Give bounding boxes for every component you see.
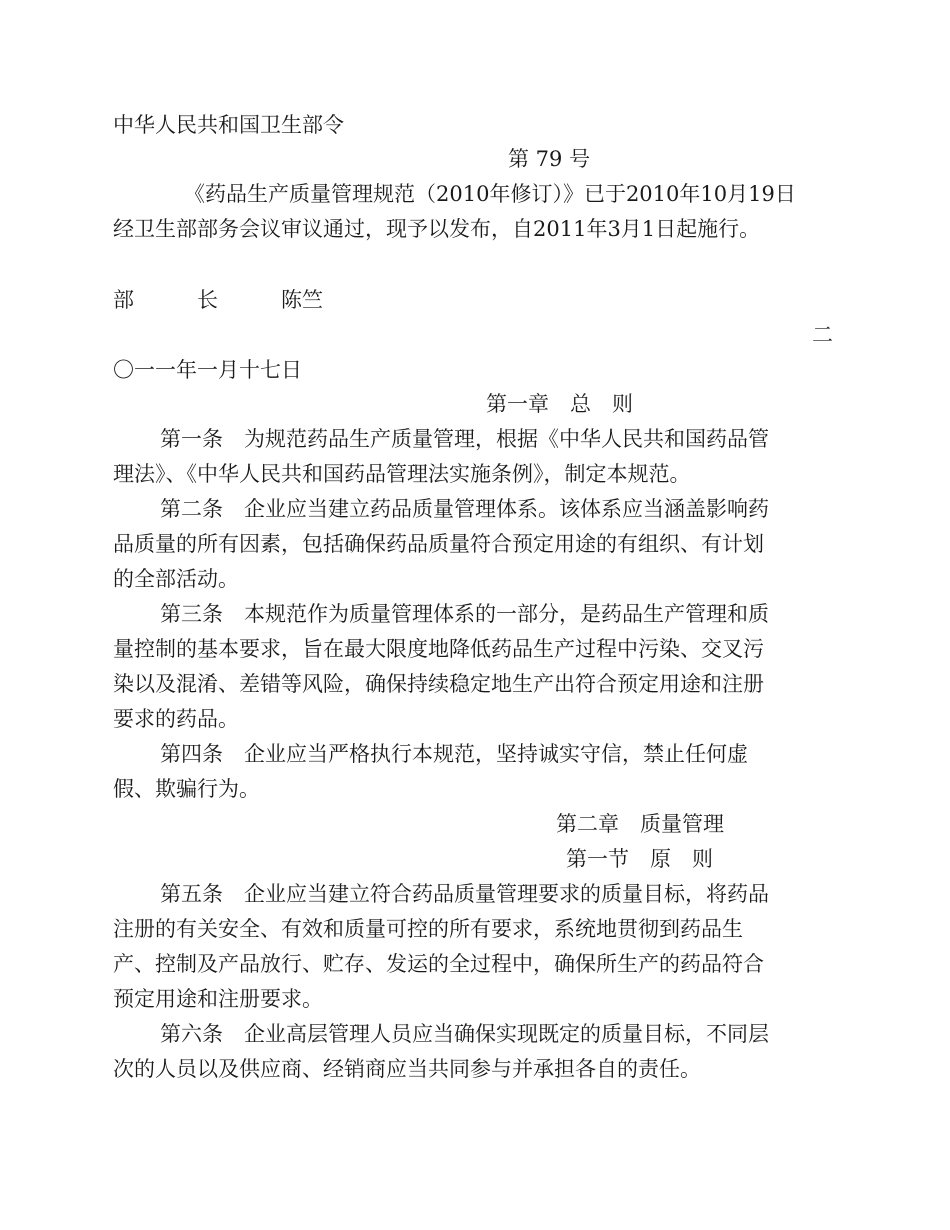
signer-name: 陈竺 bbox=[281, 288, 323, 312]
article-1-text: 为规范药品生产质量管理，根据《中华人民共和国药品管 bbox=[244, 427, 769, 451]
article-6-line-2: 次的人员以及供应商、经销商应当共同参与并承担各自的责任。 bbox=[113, 1057, 701, 1081]
chapter-2-prefix: 第二章 bbox=[556, 812, 619, 836]
article-5-line-1 bbox=[160, 880, 769, 908]
article-3-line-1 bbox=[160, 600, 769, 628]
decree-number: 第 79 号 bbox=[508, 147, 591, 171]
article-4-text: 企业应当严格执行本规范，坚持诚实守信，禁止任何虚 bbox=[244, 742, 748, 766]
article-5-text: 企业应当建立符合药品质量管理要求的质量目标，将药品 bbox=[244, 882, 769, 906]
article-2-line-2: 品质量的所有因素，包括确保药品质量符合预定用途的有组织、有计划 bbox=[113, 532, 764, 556]
article-6-line-1 bbox=[160, 1020, 769, 1048]
article-5-line-2: 注册的有关安全、有效和质量可控的所有要求，系统地贯彻到药品生 bbox=[113, 917, 743, 941]
chapter-1-word-2: 则 bbox=[612, 392, 633, 416]
article-2-text: 企业应当建立药品质量管理体系。该体系应当涵盖影响药 bbox=[244, 497, 769, 521]
article-1-line-2: 理法》、《中华人民共和国药品管理法实施条例》，制定本规范。 bbox=[113, 462, 691, 486]
article-2-label: 第二条 bbox=[160, 497, 223, 521]
date-part-2: 〇一一年一月十七日 bbox=[113, 358, 302, 382]
article-1-line-1 bbox=[160, 425, 769, 453]
article-5-label: 第五条 bbox=[160, 882, 223, 906]
decree-title: 中华人民共和国卫生部令 bbox=[113, 113, 344, 137]
section-1-prefix: 第一节 bbox=[566, 847, 629, 871]
chapter-1-word-1: 总 bbox=[570, 392, 591, 416]
article-3-line-3: 染以及混淆、差错等风险，确保持续稳定地生产出符合预定用途和注册 bbox=[113, 672, 764, 696]
article-1-label: 第一条 bbox=[160, 427, 223, 451]
article-2-line-3: 的全部活动。 bbox=[113, 567, 239, 591]
signer-role-part2: 长 bbox=[197, 288, 218, 312]
signer-role-part1: 部 bbox=[113, 288, 134, 312]
article-6-text: 企业高层管理人员应当确保实现既定的质量目标，不同层 bbox=[244, 1022, 769, 1046]
article-4-line-2: 假、欺骗行为。 bbox=[113, 777, 260, 801]
announcement-line-1: 《药品生产质量管理规范（2010年修订）》已于2010年10月19日 bbox=[184, 182, 796, 206]
section-1-word-2: 则 bbox=[692, 847, 713, 871]
article-6-label: 第六条 bbox=[160, 1022, 223, 1046]
chapter-2-heading bbox=[556, 810, 724, 838]
section-1-heading bbox=[566, 845, 713, 873]
chapter-1-prefix: 第一章 bbox=[486, 392, 549, 416]
article-4-label: 第四条 bbox=[160, 742, 223, 766]
chapter-1-heading bbox=[486, 390, 633, 418]
article-5-line-4: 预定用途和注册要求。 bbox=[113, 987, 323, 1011]
announcement-line-2: 经卫生部部务会议审议通过，现予以发布，自2011年3月1日起施行。 bbox=[113, 217, 761, 241]
article-2-line-1 bbox=[160, 495, 769, 523]
signer-line bbox=[113, 286, 323, 314]
article-3-line-4: 要求的药品。 bbox=[113, 707, 239, 731]
article-4-line-1 bbox=[160, 740, 748, 768]
article-3-label: 第三条 bbox=[160, 602, 223, 626]
chapter-2-title: 质量管理 bbox=[640, 812, 724, 836]
article-3-line-2: 量控制的基本要求，旨在最大限度地降低药品生产过程中污染、交叉污 bbox=[113, 637, 764, 661]
article-5-line-3: 产、控制及产品放行、贮存、发运的全过程中，确保所生产的药品符合 bbox=[113, 952, 764, 976]
article-3-text: 本规范作为质量管理体系的一部分，是药品生产管理和质 bbox=[244, 602, 769, 626]
section-1-word-1: 原 bbox=[650, 847, 671, 871]
date-part-1: 二 bbox=[812, 323, 833, 347]
